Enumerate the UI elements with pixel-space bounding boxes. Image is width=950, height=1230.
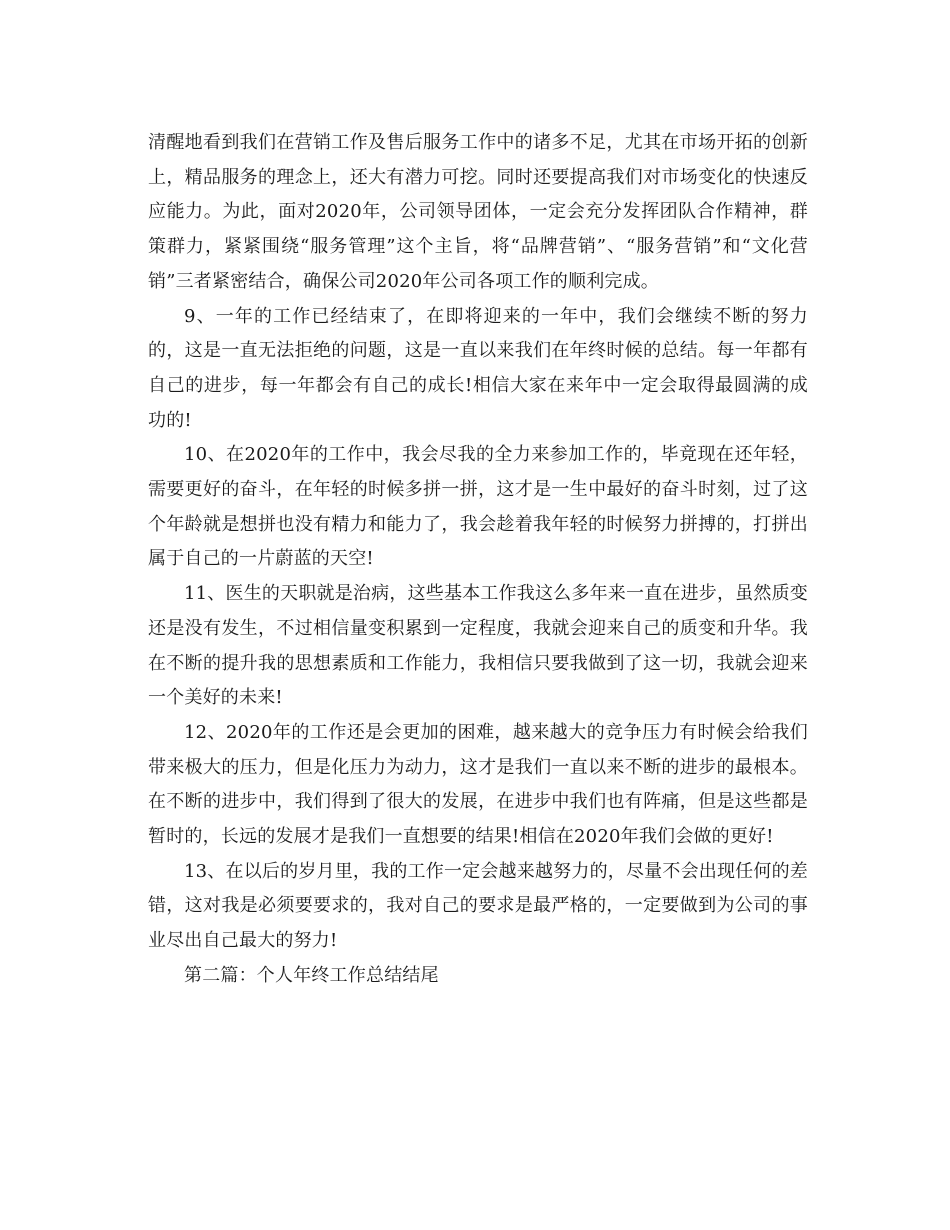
paragraph-9: 9、一年的工作已经结束了，在即将迎来的一年中，我们会继续不断的努力的，这是一直无法拒绝的问题，这是一直以来我们在年终时候的总结。每一年都有自己的进步，每一年都会有自己的成长!相信大家在来年中一定会取得最圆满的成功的!: [148, 305, 808, 431]
section-heading: 第二篇：个人年终工作总结结尾: [184, 964, 439, 986]
paragraph-13: 13、在以后的岁月里，我的工作一定会越来越努力的，尽量不会出现任何的差错，这对我是必须要要求的，我对自己的要求是最严格的，一定要做到为公司的事业尽出自己最大的努力!: [148, 860, 808, 952]
paragraph-11: 11、医生的天职就是治病，这些基本工作我这么多年来一直在进步，虽然质变还是没有发生，不过相信量变积累到一定程度，我就会迎来自己的质变和升华。我在不断的提升我的思想素质和工作能力，我相信只要我做到了这一切，我就会迎来一个美好的未来!: [148, 583, 808, 709]
document-body: [148, 126, 808, 994]
paragraph-12: 12、2020年的工作还是会更加的困难，越来越大的竞争压力有时候会给我们带来极大的压力，但是化压力为动力，这才是我们一直以来不断的进步的最根本。在不断的进步中，我们得到了很大的发展，在进步中我们也有阵痛，但是这些都是暂时的，长远的发展才是我们一直想要的结果!相信在2020年我们会做的更好!: [148, 721, 808, 848]
paragraph-intro: 清醒地看到我们在营销工作及售后服务工作中的诸多不足，尤其在市场开拓的创新上，精品服务的理念上，还大有潜力可挖。同时还要提高我们对市场变化的快速反应能力。为此，面对2020年，公司领导团体，一定会充分发挥团队合作精神，群策群力，紧紧围绕“服务管理”这个主旨，将“品牌营销”、“服务营销”和“文化营销”三者紧密结合，确保公司2020年公司各项工作的顺利完成。: [148, 132, 808, 292]
paragraph-10: 10、在2020年的工作中，我会尽我的全力来参加工作的，毕竟现在还年轻，需要更好的奋斗，在年轻的时候多拼一拼，这才是一生中最好的奋斗时刻，过了这个年龄就是想拼也没有精力和能力了，我会趁着我年轻的时候努力拼搏的，打拼出属于自己的一片蔚蓝的天空!: [148, 444, 808, 570]
